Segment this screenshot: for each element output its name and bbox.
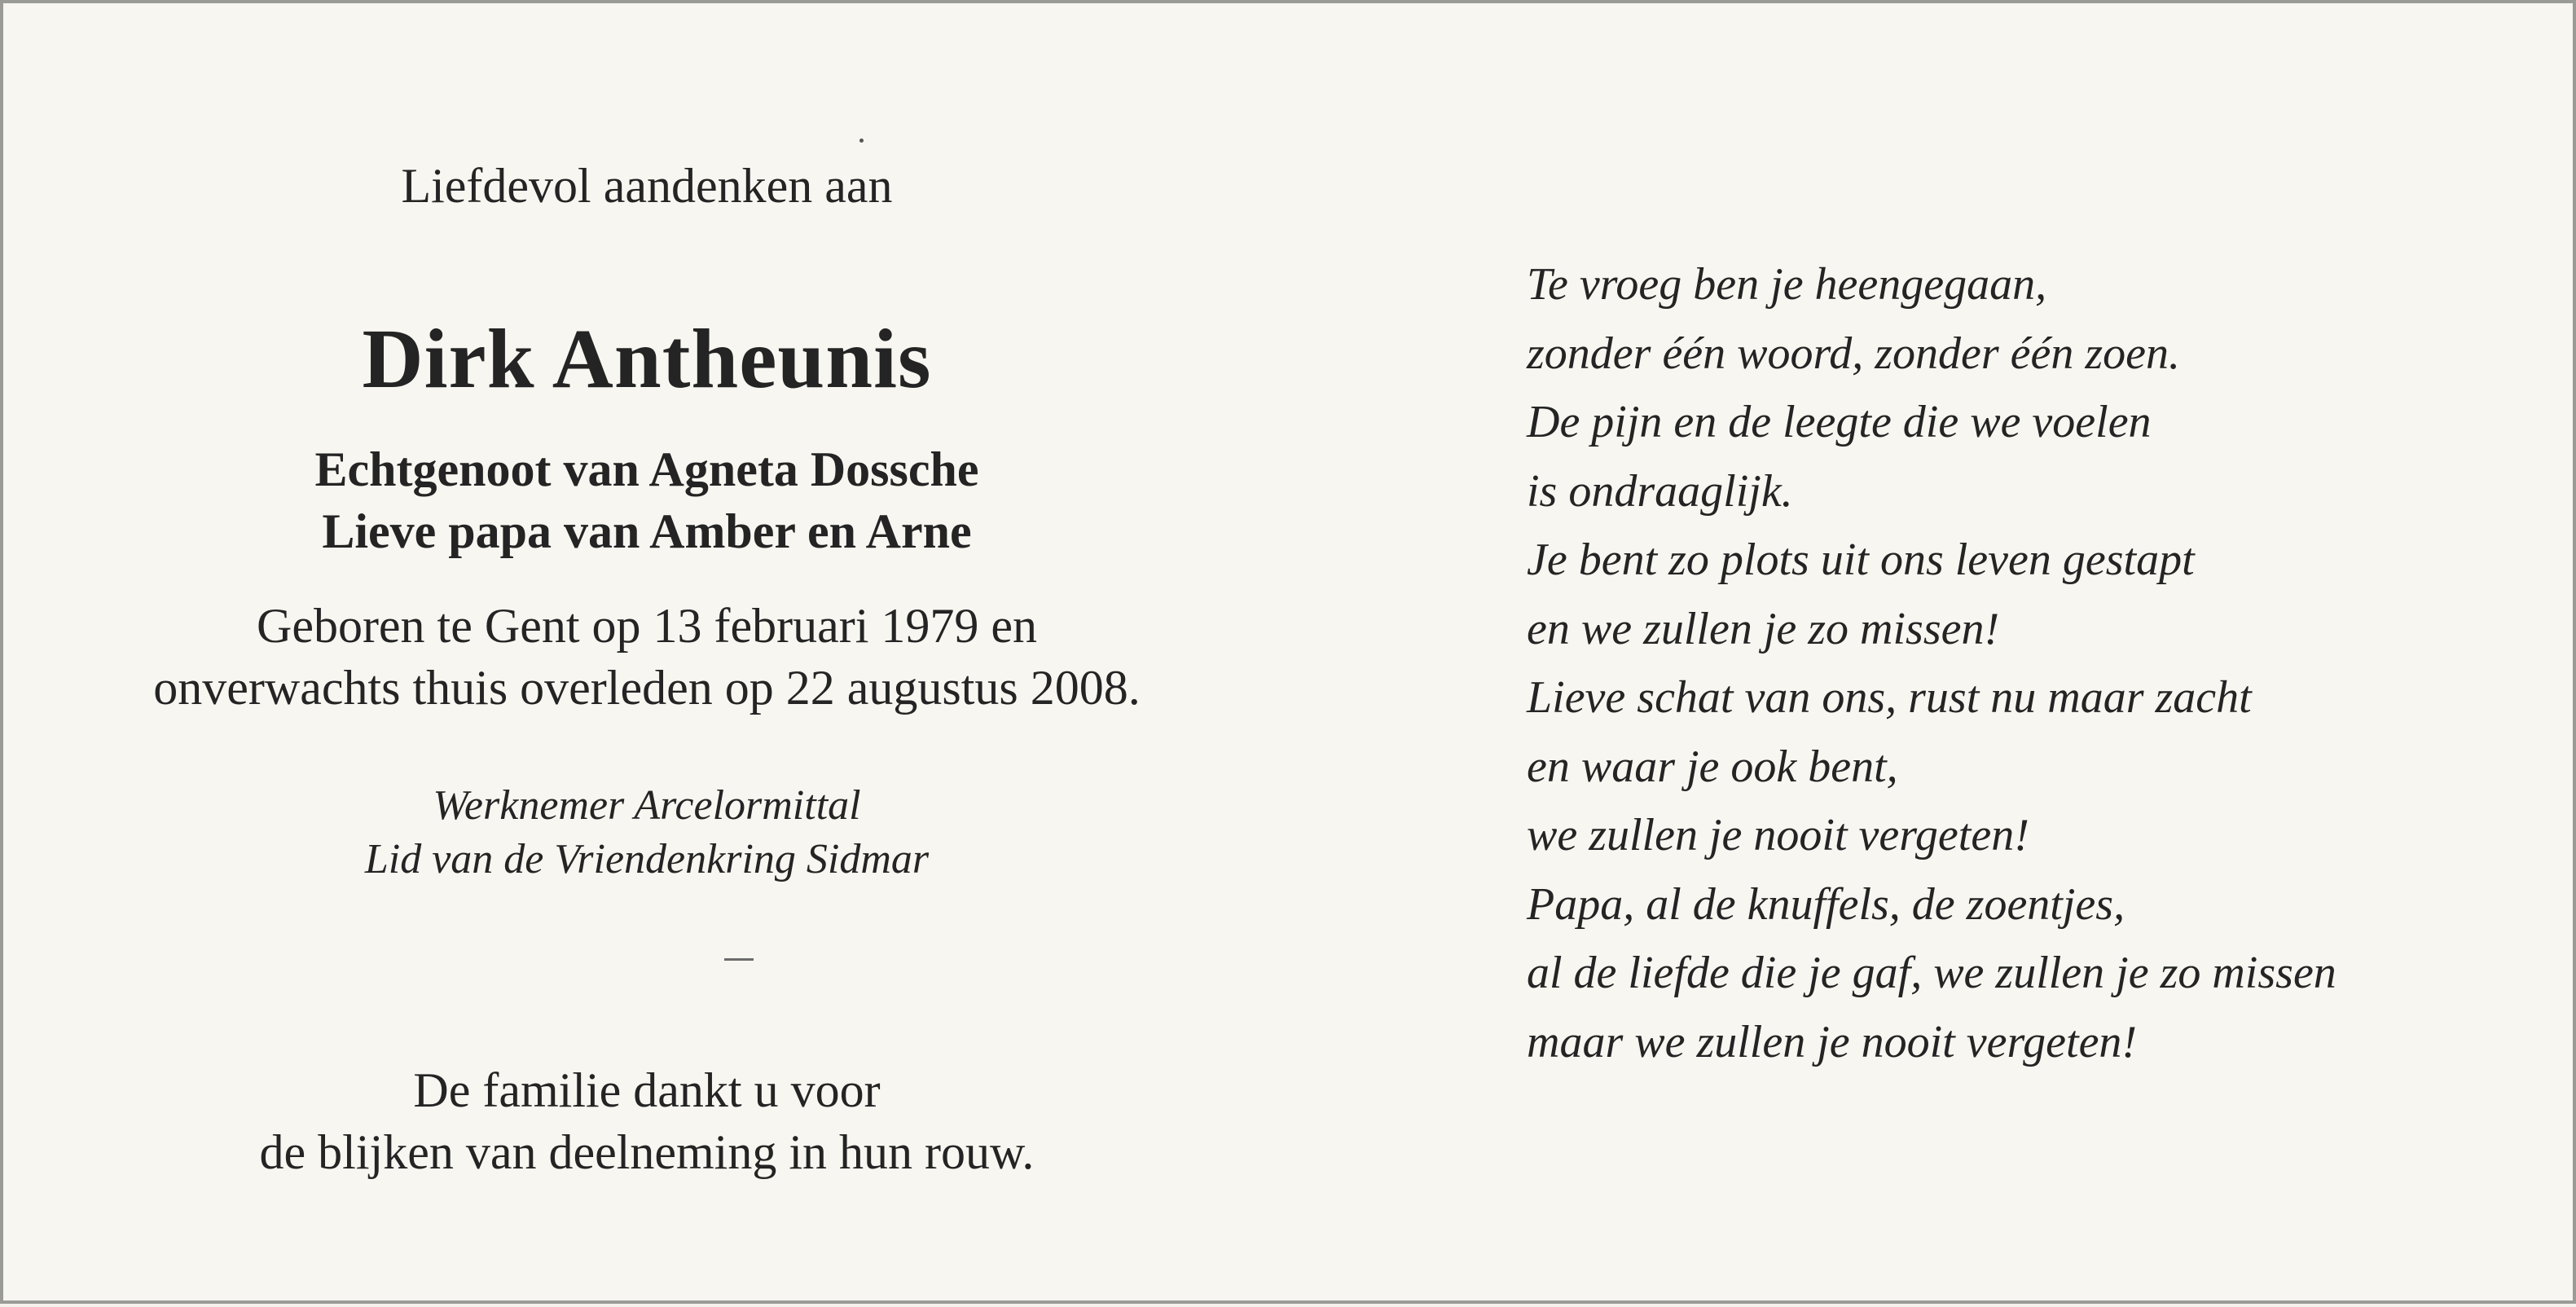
death-line: onverwachts thuis overleden op 22 augustus 2008. (153, 661, 1141, 715)
card-left-column (109, 3, 1185, 1307)
poem-line: maar we zullen je nooit vergeten! (1527, 1016, 2138, 1067)
thanks-line-1: De familie dankt u voor (413, 1063, 881, 1117)
spouse-line: Echtgenoot van Agneta Dossche (314, 442, 979, 496)
membership-line: Lid van de Vriendenkring Sidmar (364, 836, 930, 882)
poem-line: Lieve schat van ons, rust nu maar zacht (1527, 672, 2252, 723)
employer-line: Werknemer Arcelormittal (433, 782, 861, 829)
poem-line: en waar je ook bent, (1527, 741, 1898, 792)
intro-text: Liefdevol aandenken aan (401, 159, 893, 213)
poem-line: en we zullen je zo missen! (1527, 603, 2000, 654)
poem-line: al de liefde die je gaf, we zullen je zo missen (1527, 948, 2336, 998)
print-speck (859, 139, 864, 143)
poem (1527, 250, 2504, 1076)
birth-line: Geboren te Gent op 13 februari 1979 en (256, 599, 1037, 653)
divider (724, 958, 754, 961)
poem-line: Te vroeg ben je heengegaan, (1527, 259, 2047, 310)
children-line: Lieve papa van Amber en Arne (322, 504, 972, 558)
thanks-line-2: de blijken van deelneming in hun rouw. (259, 1125, 1035, 1179)
deceased-name: Dirk Antheunis (362, 312, 932, 406)
poem-line: Je bent zo plots uit ons leven gestapt (1527, 535, 2195, 585)
poem-line: Papa, al de knuffels, de zoentjes, (1527, 878, 2125, 930)
poem-line: we zullen je nooit vergeten! (1527, 810, 2029, 860)
poem-line: zonder één woord, zonder één zoen. (1527, 328, 2181, 379)
poem-line: De pijn en de leegte die we voelen (1527, 397, 2152, 447)
poem-line: is ondraaglijk. (1527, 465, 1793, 517)
